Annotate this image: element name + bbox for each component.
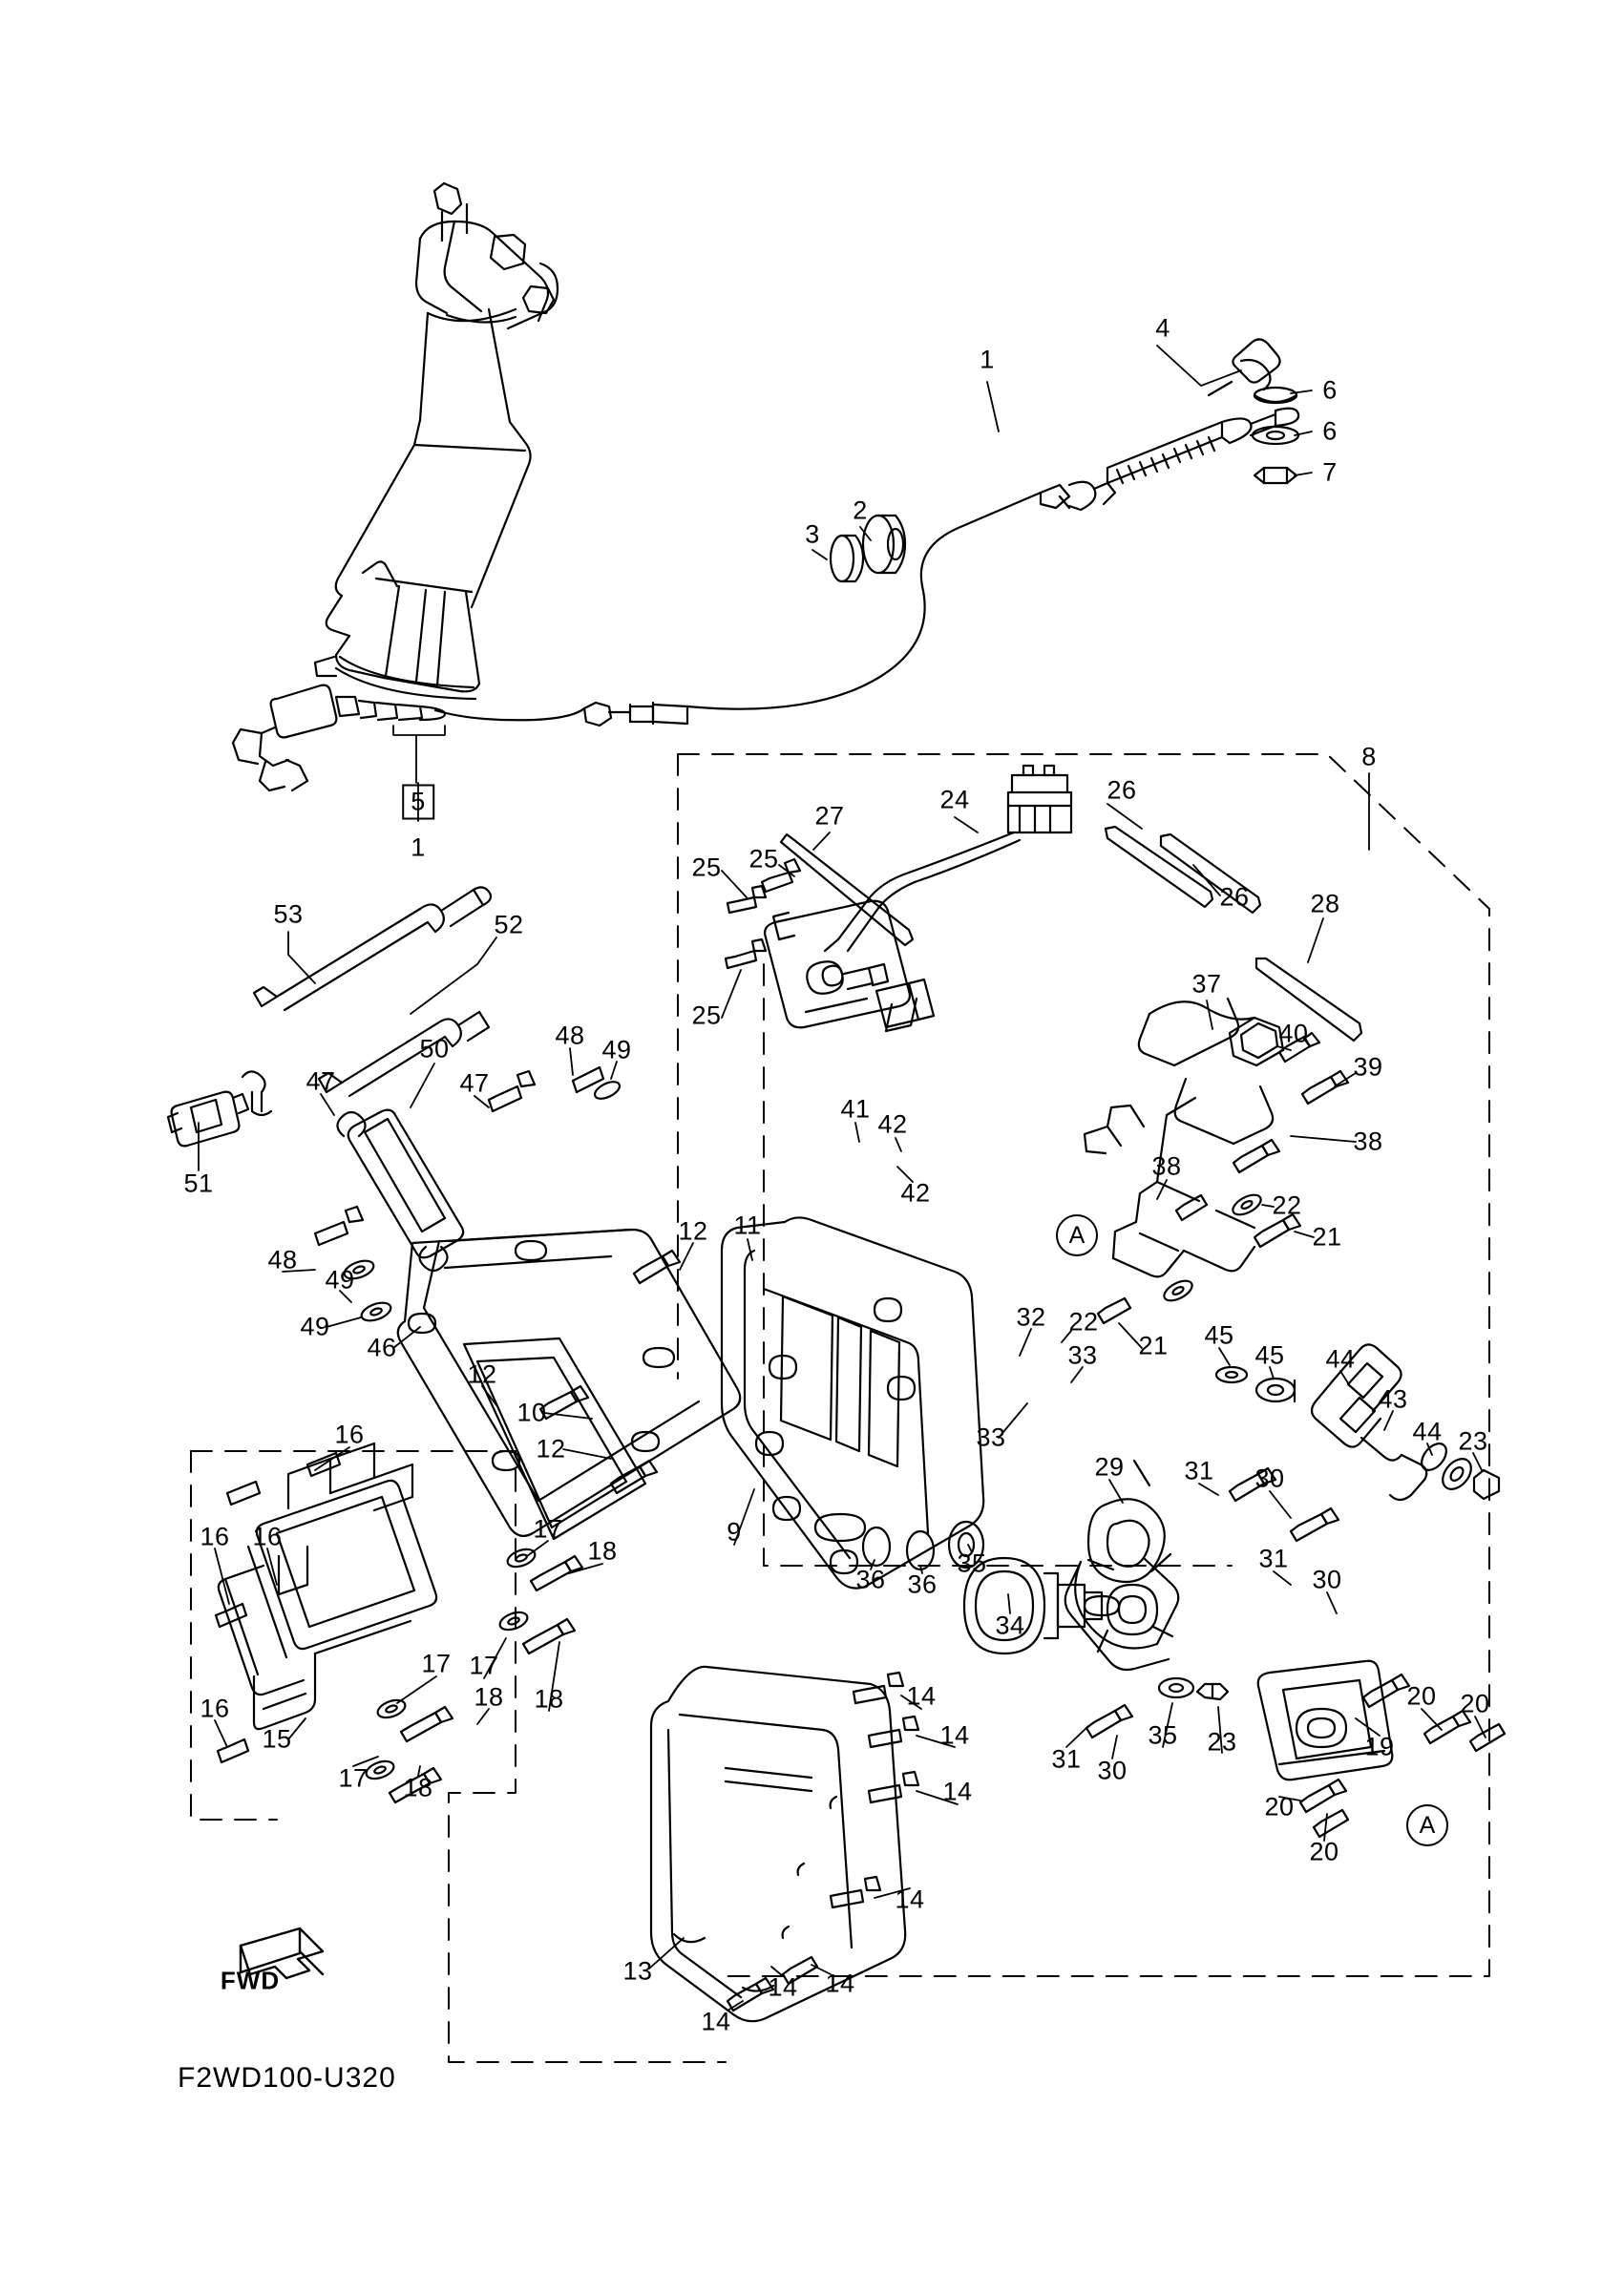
part-callout-14: 14 [895,1885,925,1914]
part-callout-30: 30 [1097,1756,1128,1785]
part-callout-12: 12 [536,1434,566,1464]
part-callout-26: 26 [1107,775,1137,805]
part-callout-12: 12 [678,1216,708,1246]
part-callout-35: 35 [957,1548,987,1578]
part-callout-22: 22 [1272,1190,1302,1220]
part-callout-43: 43 [1378,1384,1408,1414]
part-callout-44: 44 [1412,1417,1443,1446]
part-bracket-19 [1258,1661,1393,1780]
part-callout-46: 46 [367,1333,397,1362]
part-callout-25: 25 [691,1001,722,1030]
part-callout-17: 17 [338,1763,369,1793]
part-callout-20: 20 [1264,1792,1295,1822]
part-callout-1: 1 [411,832,426,862]
part-callout-18: 18 [474,1682,504,1712]
part-callout-20: 20 [1309,1837,1339,1866]
part-callout-17: 17 [533,1514,563,1544]
part-callout-21: 21 [1138,1331,1169,1360]
part-washer-nut-group [1253,388,1298,483]
part-callout-38: 38 [1151,1151,1182,1181]
part-callout-14: 14 [942,1777,973,1806]
part-callout-33: 33 [976,1422,1006,1452]
part-callout-15: 15 [262,1724,292,1754]
part-pump-housing-9 [722,1217,983,1588]
part-callout-51: 51 [183,1169,214,1198]
part-bolts-left [315,1067,622,1324]
part-callout-45: 45 [1254,1340,1285,1370]
part-callout-9: 9 [727,1517,742,1547]
part-bushing-group [831,516,905,581]
part-callout-49: 49 [601,1035,632,1064]
part-callout-53: 53 [273,899,304,929]
part-control-unit [765,901,934,1031]
part-callout-14: 14 [939,1720,970,1750]
part-callout-21: 21 [1312,1222,1342,1252]
part-callout-20: 20 [1406,1681,1437,1711]
part-callout-30: 30 [1254,1464,1285,1493]
part-callout-36: 36 [907,1569,938,1599]
part-steering-cable [435,339,1298,726]
part-gear-assembly [863,1522,1119,1654]
part-callout-16: 16 [200,1694,230,1723]
part-callout-4: 4 [1155,313,1170,343]
part-callout-7: 7 [1322,457,1338,487]
part-callout-19: 19 [1364,1732,1395,1761]
part-callout-16: 16 [334,1420,365,1449]
part-callout-32: 32 [1016,1302,1046,1332]
part-callout-17: 17 [421,1649,452,1678]
part-callout-52: 52 [494,910,524,939]
part-callout-37: 37 [1191,969,1222,999]
part-callout-44: 44 [1325,1344,1356,1374]
part-callout-20: 20 [1460,1689,1490,1718]
part-callout-27: 27 [814,801,845,831]
part-callout-47: 47 [459,1068,490,1098]
part-bracket-50 [337,1110,463,1271]
part-callout-18: 18 [534,1684,564,1714]
part-callout-18: 18 [403,1773,433,1802]
part-callout-17: 17 [469,1651,499,1680]
section-marker-A: A [1056,1214,1098,1256]
part-callout-42: 42 [900,1178,931,1208]
part-callout-30: 30 [1312,1565,1342,1594]
part-callout-3: 3 [805,519,820,549]
part-callout-45: 45 [1204,1320,1234,1350]
fwd-direction-label: FWD [220,1966,281,1995]
part-bracket-plate [398,1230,740,1539]
part-callout-40: 40 [1278,1019,1309,1048]
part-callout-41: 41 [840,1094,871,1124]
part-callout-49: 49 [300,1312,330,1341]
part-callout-33: 33 [1067,1340,1098,1370]
part-callout-31: 31 [1184,1456,1214,1485]
part-callout-14: 14 [701,2007,731,2036]
part-steering-column-assembly [233,183,558,790]
part-callout-25: 25 [748,844,779,874]
part-callout-8: 8 [1361,742,1377,771]
part-electrical-module [219,1443,436,1729]
part-callout-31: 31 [1051,1744,1082,1774]
part-callout-6: 6 [1322,375,1338,405]
part-callout-18: 18 [587,1536,618,1566]
figure-code-label: F2WD100-U320 [178,2062,396,2094]
part-callout-12: 12 [467,1359,497,1389]
part-callout-28: 28 [1310,889,1340,918]
part-callout-42: 42 [877,1109,908,1139]
section-marker-A: A [1406,1804,1448,1846]
part-callout-23: 23 [1207,1727,1237,1757]
part-callout-11: 11 [733,1211,762,1240]
part-bracket-51 [168,1071,271,1146]
part-callout-14: 14 [768,1972,798,2002]
part-callout-14: 14 [825,1969,855,1998]
part-callout-25: 25 [691,853,722,882]
part-callout-5: 5 [402,785,434,820]
part-callout-10: 10 [516,1398,547,1427]
part-callout-24: 24 [939,785,970,814]
part-callout-16: 16 [200,1522,230,1551]
part-callout-1: 1 [980,345,995,374]
part-cover-13 [651,1667,905,2021]
part-throttle-lever-assembly [1085,999,1283,1276]
part-cable-ties [781,827,1361,1041]
part-callout-48: 48 [267,1245,298,1274]
part-callout-14: 14 [906,1681,937,1711]
part-callout-34: 34 [995,1611,1025,1640]
part-callout-16: 16 [252,1522,283,1551]
part-callout-13: 13 [622,1956,653,1986]
part-callout-50: 50 [419,1034,450,1064]
part-callout-36: 36 [855,1565,886,1594]
part-callout-48: 48 [555,1021,585,1050]
part-callout-29: 29 [1094,1452,1125,1482]
part-callout-2: 2 [853,495,868,525]
part-callout-23: 23 [1458,1426,1488,1456]
part-callout-47: 47 [306,1066,336,1096]
part-callout-39: 39 [1353,1052,1383,1082]
part-callout-31: 31 [1258,1544,1289,1573]
part-callout-22: 22 [1068,1307,1099,1337]
part-callout-49: 49 [325,1265,355,1295]
part-callout-6: 6 [1322,416,1338,446]
part-callout-35: 35 [1148,1720,1178,1750]
part-callout-26: 26 [1219,882,1250,912]
part-callout-38: 38 [1353,1127,1383,1156]
